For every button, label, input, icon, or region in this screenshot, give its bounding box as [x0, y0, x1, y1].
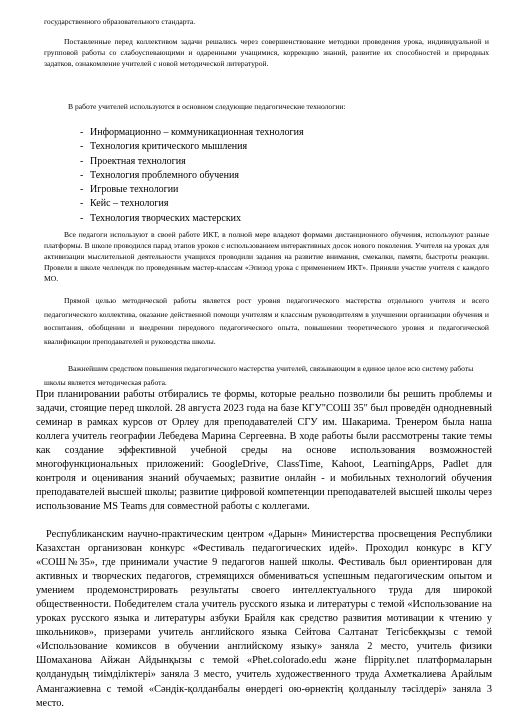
- dash-bullet: -: [80, 184, 84, 196]
- dash-bullet: -: [80, 155, 84, 167]
- line-state-standard: государственного образовательного стандарта.: [44, 17, 196, 26]
- list-item: - Информационно – коммуникационная технология: [80, 126, 304, 140]
- list-item: - Кейс – технология: [80, 197, 304, 211]
- paragraph-tech-intro: В работе учителей используются в основном следующие педагогические технологии:: [68, 102, 346, 111]
- paragraph-means: Важнейшим средством повышения педагогического мастерства учителей, связывающим в единое целое всю систему работы школы является методическая работа.: [44, 364, 474, 387]
- dash-bullet: -: [80, 198, 84, 210]
- dash-bullet: -: [80, 212, 84, 224]
- paragraph-ict: Все педагоги используют в своей работе ИКТ, в полной мере владеют формами дистанционного обучения, используют разные платформы. В школе проводился парад этапов уроков с использованием интерактивных досок нового поколения. Учителя на уроках для активизации мыслительной деятельности учащихся проводили задания на развитие внимания, смекалки, памяти, быстроты реакции. Провели в школе челлендж по проведенным мастер-классам «Эпизод урока с применением ИКТ». Приняли участие учителя с каждого МО.: [44, 230, 489, 283]
- list-item: - Игровые технологии: [80, 183, 304, 197]
- dash-bullet: -: [80, 141, 84, 153]
- paragraph-goal: Прямой целью методической работы является рост уровня педагогического мастерства отдельного учителя и всего педагогического коллектива, оказание действенной помощи учителям и классным руководителям в улучшении организации обучения и воспитания, обобщении и внедрении передового педагогического опыта, повышении теоретического уровня и педагогической квалификации преподавателей и руководства школы.: [44, 296, 489, 347]
- dash-bullet: -: [80, 169, 84, 181]
- paragraph-festival: Республиканским научно-практическим центром «Дарын» Министерства просвещения Республики Казахстан организован конкурс «Фестиваль педагогических идей». Проходил конкурс в КГУ «СОШ№35», где принимали участие 9 педагогов нашей школы. Фестиваль был ориентирован для активных и творческих педагогов, стремящихся обмениваться успешным педагогическим опытом и умением продемонстрировать результаты своего интеллектуального труда для широкой общественности. Победителем стала учитель русского языка и литературы с темой «Использование на уроках русского языка и литературы азбуки Брайля как средство развития мотивации к чтению у школьников», призерами учитель английского языка Сейтова Салтанат Тегісбекқызы с темой «Использование комиксов в обучении английскому языку» заняла 2 место, учитель физики Шомаханова Айжан Айдынқызы с темой «Phet.colorado.edu және flippity.net платформаларын қолданудың тиімділіктері» заняла 3 место, учитель художественного труда Ахметкалиева Арайлым Амангажиевна с темой «Сәндік-қолданбалы өнердегі ою-өрнектің қолданылу тәсілдері» заняла 3 место.: [36, 529, 492, 709]
- paragraph-tasks: Поставленные перед коллективом задачи решались через совершенствование методики проведения урока, индивидуальной и групповой работы со слабоуспевающими и одаренными учащимися, коррекцию знаний, развитие их способностей и природных задатков, ознакомление учителей с новой методической литературой.: [44, 37, 489, 68]
- list-item: - Технология проблемного обучения: [80, 169, 304, 183]
- paragraph-planning: При планировании работы отбирались те формы, которые реально позволили бы решить проблемы и задачи, стоящие перед школой. 28 августа 2023 года на базе КГУ"СОШ 35" был проведён однодневный семинар в рамках курсов от Орлеу для преподавателей СГУ им. Шакарима. Тренером была наша коллега учитель географии Лебедева Марина Сергеевна. В ходе работы были рассмотрены такие темы как создание эффективной учебной среды на основе использования возможностей многофункциональных приложений: GoogleDrive, ClassTime, Kahoot, LearningApps, Padlet для контроля и оценивания знаний обучаемых; развитие онлайн - и мобильных технологий обучения преподавателей высшей школы; развитие цифровой компетенции преподавателей высшей школы через использование MS Teams для совместной работы с коллегами.: [36, 389, 492, 513]
- list-item: - Технология творческих мастерских: [80, 212, 304, 226]
- dash-bullet: -: [80, 127, 84, 138]
- list-item: - Технология критического мышления: [80, 140, 304, 154]
- list-item: - Проектная технология: [80, 155, 304, 169]
- technologies-list: [80, 126, 304, 226]
